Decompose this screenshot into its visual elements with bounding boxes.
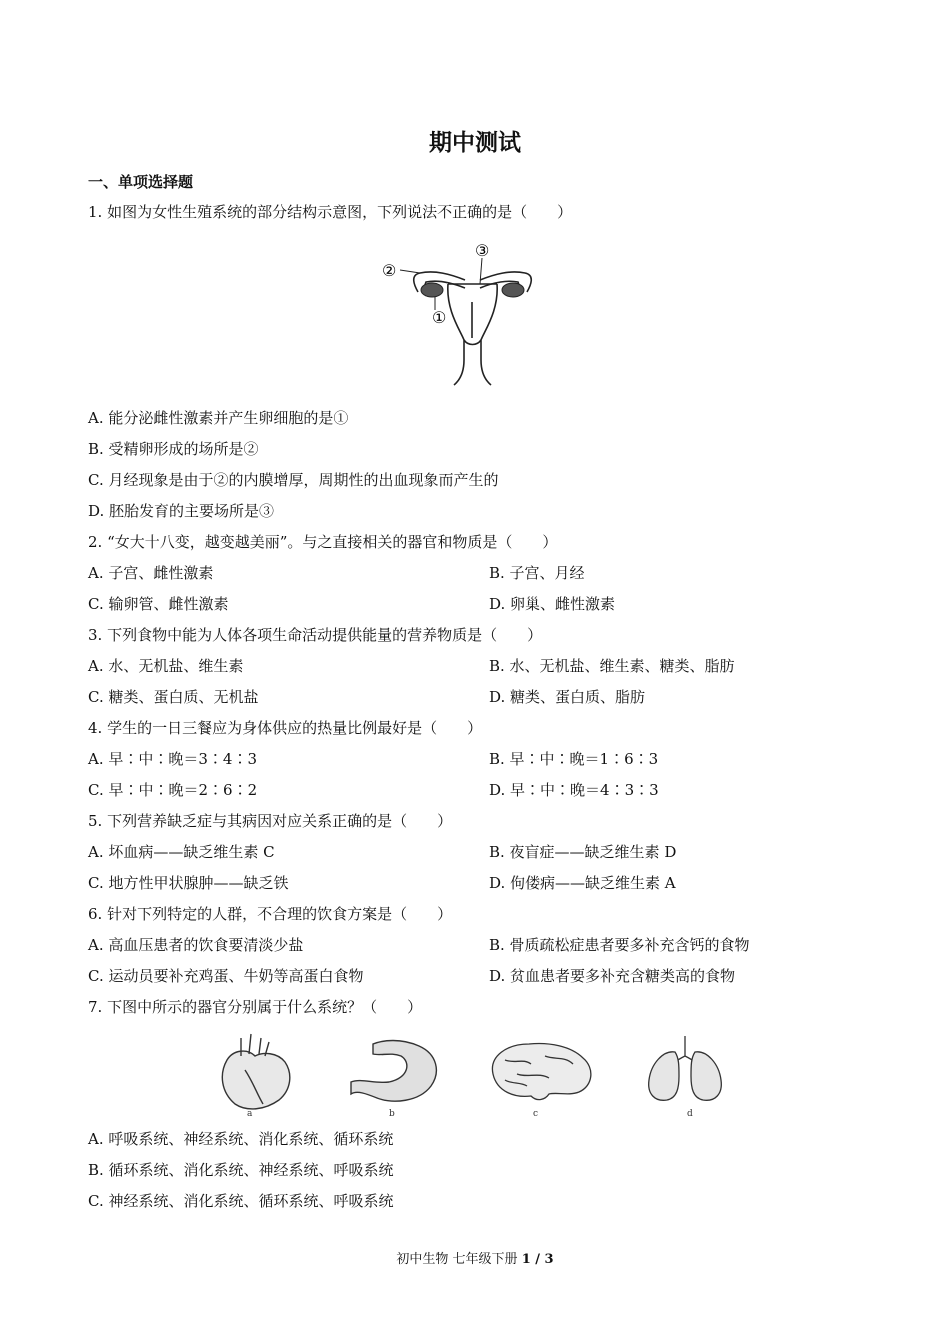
q6-option-d: D. 贫血患者要多补充含糖类高的食物 (489, 967, 736, 985)
figure-label-d: d (687, 1109, 693, 1118)
q6-option-a: A. 高血压患者的饮食要清淡少盐 (88, 936, 304, 954)
question-6-stem: 6. 针对下列特定的人群，不合理的饮食方案是（ ） (88, 905, 453, 923)
question-2-stem: 2. “女大十八变，越变越美丽”。与之直接相关的器官和物质是（ ） (88, 533, 558, 551)
q3-option-b: B. 水、无机盐、维生素、糖类、脂肪 (489, 657, 735, 675)
brain-icon (492, 1044, 590, 1100)
q4-option-c: C. 早∶中∶晚＝2∶6∶2 (88, 781, 258, 799)
q6-option-b: B. 骨质疏松症患者要多补充含钙的食物 (489, 936, 750, 954)
figure-label-b: b (389, 1109, 395, 1118)
q6-option-c: C. 运动员要补充鸡蛋、牛奶等高蛋白食物 (88, 967, 364, 985)
figure-label-c: c (533, 1109, 539, 1118)
q5-option-c: C. 地方性甲状腺肿——缺乏铁 (88, 874, 289, 892)
lungs-icon (649, 1036, 722, 1100)
q2-option-a: A. 子宫、雌性激素 (88, 564, 214, 582)
left-ovary-shape (421, 283, 443, 297)
figure-label-a: a (247, 1109, 253, 1118)
q1-option-d: D. 胚胎发育的主要场所是③ (88, 502, 275, 520)
q2-option-d: D. 卵巢、雌性激素 (489, 595, 616, 613)
q7-option-b: B. 循环系统、消化系统、神经系统、呼吸系统 (88, 1161, 394, 1179)
section-heading: 一、单项选择题 (88, 173, 194, 191)
question-4-stem: 4. 学生的一日三餐应为身体供应的热量比例最好是（ ） (88, 719, 483, 737)
q4-option-d: D. 早∶中∶晚＝4∶3∶3 (489, 781, 659, 799)
right-ovary-shape (502, 283, 524, 297)
q1-option-b: B. 受精卵形成的场所是② (88, 440, 259, 458)
organs-figure (205, 1030, 765, 1118)
q3-option-c: C. 糖类、蛋白质、无机盐 (88, 688, 259, 706)
q2-option-c: C. 输卵管、雌性激素 (88, 595, 229, 613)
question-1-stem: 1. 如图为女性生殖系统的部分结构示意图，下列说法不正确的是（ ） (88, 203, 573, 221)
q3-option-a: A. 水、无机盐、维生素 (88, 657, 244, 675)
page-title: 期中测试 (429, 130, 521, 156)
q4-option-b: B. 早∶中∶晚＝1∶6∶3 (489, 750, 659, 768)
q5-option-d: D. 佝偻病——缺乏维生素 A (489, 874, 676, 892)
q1-option-a: A. 能分泌雌性激素并产生卵细胞的是① (88, 409, 349, 427)
female-reproductive-system-diagram (380, 240, 565, 395)
q2-option-b: B. 子宫、月经 (489, 564, 585, 582)
heart-icon (222, 1034, 289, 1109)
label-3: ③ (475, 241, 490, 260)
label-2: ② (382, 261, 397, 280)
question-3-stem: 3. 下列食物中能为人体各项生命活动提供能量的营养物质是（ ） (88, 626, 543, 644)
label-1: ① (432, 308, 447, 327)
q7-option-c: C. 神经系统、消化系统、循环系统、呼吸系统 (88, 1192, 394, 1210)
footer-text: 初中生物 七年级下册 (396, 1252, 522, 1267)
q1-option-c: C. 月经现象是由于②的内膜增厚，周期性的出血现象而产生的 (88, 471, 499, 489)
question-7-stem: 7. 下图中所示的器官分别属于什么系统？（ ） (88, 998, 423, 1016)
q5-option-b: B. 夜盲症——缺乏维生素 D (489, 843, 677, 861)
page-footer (0, 1248, 950, 1267)
q4-option-a: A. 早∶中∶晚＝3∶4∶3 (88, 750, 257, 768)
question-5-stem: 5. 下列营养缺乏症与其病因对应关系正确的是（ ） (88, 812, 453, 830)
q5-option-a: A. 坏血病——缺乏维生素 C (88, 843, 275, 861)
q7-option-a: A. 呼吸系统、神经系统、消化系统、循环系统 (88, 1130, 394, 1148)
stomach-icon (351, 1041, 436, 1102)
q3-option-d: D. 糖类、蛋白质、脂肪 (489, 688, 646, 706)
page-number: 1 / 3 (521, 1252, 554, 1267)
